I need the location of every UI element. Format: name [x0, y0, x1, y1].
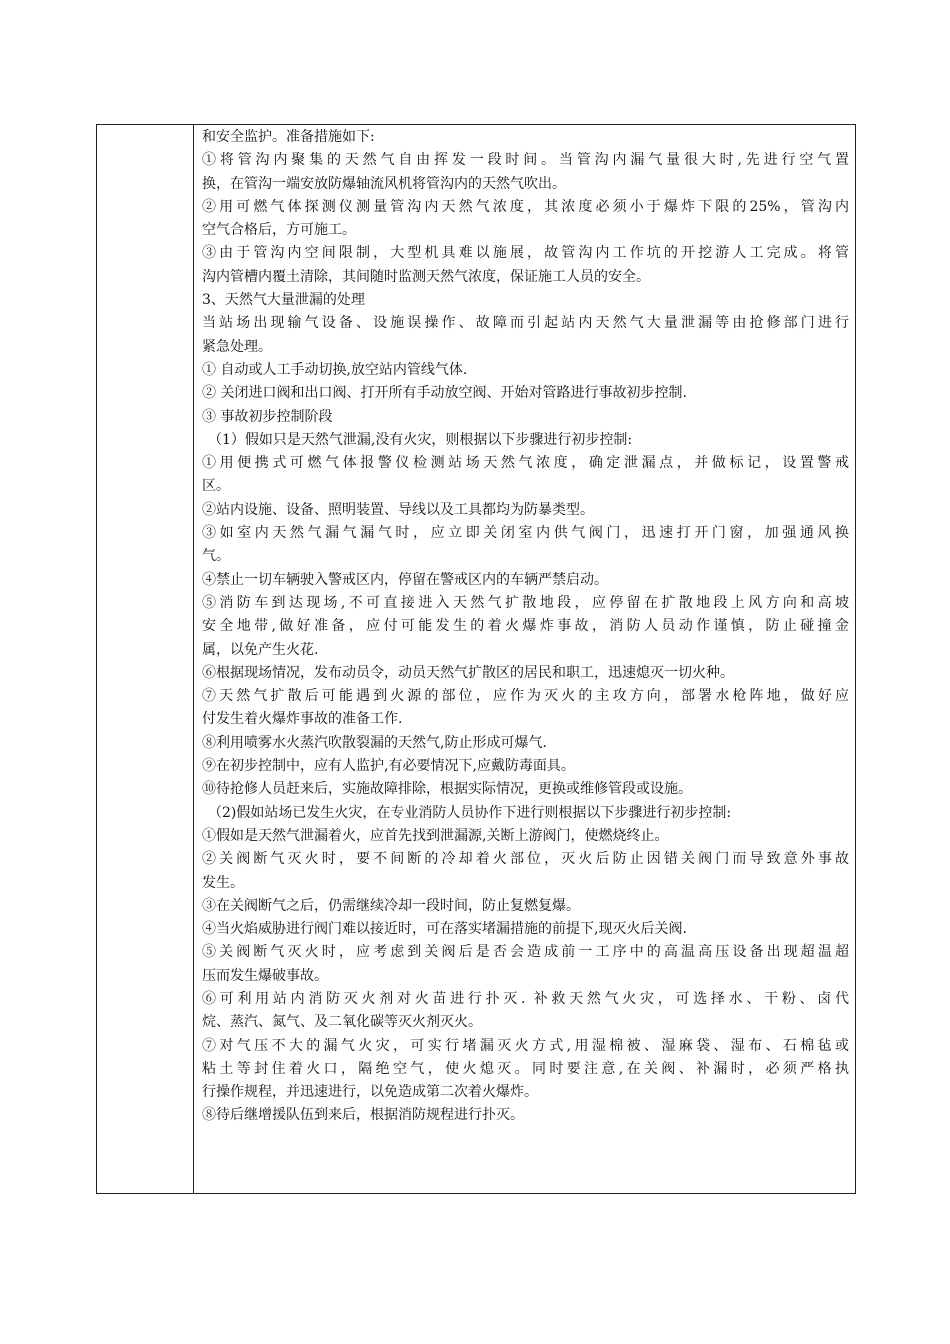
text-line: 发生。 [202, 874, 244, 891]
table-left-cell [97, 125, 194, 1193]
text-line: ⑧利用喷雾水火蒸汽吹散裂漏的天然气,防止形成可爆气. [202, 734, 547, 751]
text-line: （1）假如只是天然气泄漏,没有火灾，则根据以下步骤进行初步控制: [208, 431, 633, 448]
text-line: ⑥可利用站内消防灭火剂对火苗进行扑灭. 补救天然气火灾，可选择水、干粉、卤代 [202, 990, 849, 1007]
text-line: ③如室内天然气漏气漏气时，应立即关闭室内供气阀门，迅速打开门窗，加强通风换 [202, 525, 849, 542]
text-line: ①假如是天然气泄漏着火，应首先找到泄漏源,关断上游阀门，使燃烧终止。 [202, 827, 669, 844]
text-line: 和安全监护。准备措施如下: [202, 129, 375, 145]
text-line: ⑦天然气扩散后可能遇到火源的部位，应作为灭火的主攻方向，部署水枪阵地，做好应 [202, 688, 849, 705]
text-line: 压而发生爆破事故。 [202, 967, 328, 984]
text-line: （2)假如站场已发生火灾，在专业消防人员协作下进行则根据以下步骤进行初步控制: [208, 804, 732, 821]
text-line: ③在关阀断气之后，仍需继续冷却一段时间，防止复燃复爆。 [202, 897, 580, 914]
text-line: ⑦对气压不大的漏气火灾，可实行堵漏灭火方式,用湿棉被、湿麻袋、湿布、石棉毡或 [202, 1037, 849, 1054]
text-line: 粘土等封住着火口，隔绝空气，使火熄灭。同时要注意,在关阀、补漏时，必须严格执 [202, 1060, 849, 1077]
text-line: 安全地带,做好准备，应付可能发生的着火爆炸事故，消防人员动作谨慎，防止碰撞金 [202, 618, 849, 635]
text-line: ②用可燃气体探测仪测量管沟内天然气浓度，其浓度必须小于爆炸下限的25%，管沟内 [202, 198, 849, 215]
text-line: ②关阀断气灭火时，要不间断的冷却着火部位，灭火后防止因错关阀门而导致意外事故 [202, 851, 849, 868]
text-line: ⑨在初步控制中，应有人监护,有必要情况下,应戴防毒面具。 [202, 758, 575, 775]
text-line: 3、天然气大量泄漏的处理 [202, 292, 365, 309]
text-line: 属，以免产生火花. [202, 641, 319, 658]
text-line: ①将管沟内聚集的天然气自由挥发一段时间。当管沟内漏气量很大时,先进行空气置 [202, 152, 849, 169]
text-line: 气。 [202, 548, 230, 565]
text-line: 换，在管沟一端安放防爆轴流风机将管沟内的天然气吹出。 [202, 175, 566, 192]
text-line: 行操作规程，并迅速进行，以免造成第二次着火爆炸。 [202, 1084, 538, 1101]
text-line: ④当火焰威胁进行阀门难以接近时，可在落实堵漏措施的前提下,现灭火后关阀. [202, 921, 687, 938]
text-line: 紧急处理。 [202, 338, 272, 355]
text-line: ⑩待抢修人员赶来后，实施故障排除，根据实际情况，更换或维修管段或设施。 [202, 781, 692, 798]
text-line: 空气合格后，方可施工。 [202, 222, 356, 239]
text-line: ⑥根据现场情况，发布动员令，动员天然气扩散区的居民和职工，迅速熄灭一切火种。 [202, 664, 734, 681]
text-line: ①用便携式可燃气体报警仪检测站场天然气浓度，确定泄漏点，并做标记，设置警戒 [202, 455, 849, 472]
text-line: ⑧待后继增援队伍到来后，根据消防规程进行扑灭。 [202, 1107, 524, 1124]
text-line: 沟内管槽内覆土清除，其间随时监测天然气浓度，保证施工人员的安全。 [202, 268, 650, 285]
text-line: 区。 [202, 478, 230, 495]
text-line: ③ 事故初步控制阶段 [202, 408, 333, 425]
text-line: ③由于管沟内空间限制，大型机具难以施展，故管沟内工作坑的开挖游人工完成。将管 [202, 245, 849, 262]
text-line: ① 自动或人工手动切换,放空站内管线气体. [202, 361, 468, 378]
text-line: ②站内设施、设备、照明装置、导线以及工具都均为防暴类型。 [202, 501, 594, 518]
text-line: ④禁止一切车辆驶入警戒区内，停留在警戒区内的车辆严禁启动。 [202, 571, 608, 588]
text-line: 付发生着火爆炸事故的准备工作. [202, 711, 403, 728]
text-line: 当站场出现输气设备、设施误操作、故障而引起站内天然气大量泄漏等由抢修部门进行 [202, 315, 849, 332]
document-table [96, 124, 856, 1194]
table-content-cell [194, 125, 855, 1193]
text-line: ⑤消防车到达现场,不可直接进入天然气扩散地段，应停留在扩散地段上风方向和高坡 [202, 594, 849, 611]
text-line: 烷、蒸汽、氮气、及二氧化碳等灭火剂灭火。 [202, 1014, 482, 1031]
text-line: ⑤关阀断气灭火时，应考虑到关阀后是否会造成前一工序中的高温高压设备出现超温超 [202, 944, 849, 961]
text-line: ② 关闭进口阀和出口阀、打开所有手动放空阀、开始对管路进行事故初步控制. [202, 385, 687, 402]
